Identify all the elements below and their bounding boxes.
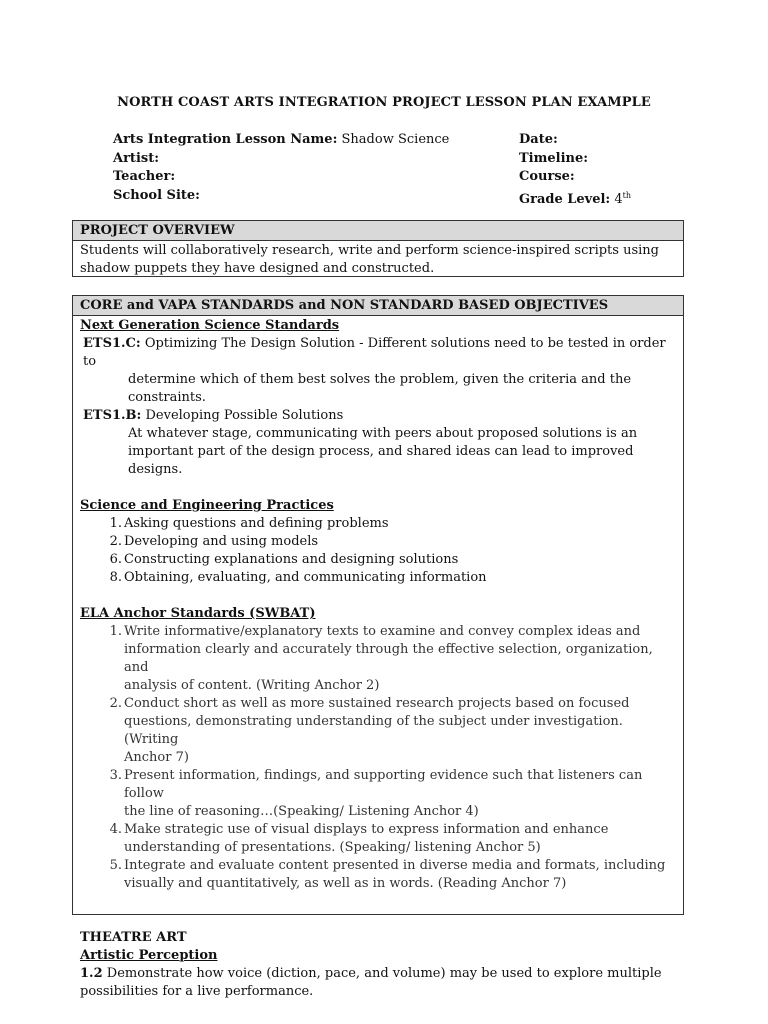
overview-line: Students will collaboratively research, write and perform science-inspired scripts using <box>80 243 659 258</box>
date-row <box>519 131 631 150</box>
theatre-standard-line <box>80 965 676 983</box>
school-site-label: School Site: <box>113 187 200 203</box>
list-item-line: questions, demonstrating understanding of the subject under investigation. (Writing <box>124 714 623 747</box>
list-item <box>80 767 676 821</box>
list-item-number: 4. <box>109 822 122 837</box>
list-item-line: Conduct short as well as more sustained research projects based on focused <box>124 696 630 711</box>
grade-level-row <box>519 187 631 210</box>
timeline-row <box>519 150 631 169</box>
theatre-standard-line-2: possibilities for a live performance. <box>80 984 314 999</box>
artist-label: Artist: <box>113 150 160 166</box>
list-item-text: Asking questions and defining problems <box>124 516 389 531</box>
ets1b-text: Developing Possible Solutions <box>145 408 344 423</box>
ela-title: ELA Anchor Standards (SWBAT) <box>80 606 316 621</box>
list-item <box>80 623 676 695</box>
sep-title: Science and Engineering Practices <box>80 498 334 513</box>
lesson-name-value: Shadow Science <box>341 132 450 147</box>
theatre-standard-text: Demonstrate how voice (diction, pace, and volume) may be used to explore multiple <box>106 966 662 981</box>
ela-list <box>80 623 676 893</box>
list-item-number: 1. <box>109 624 122 639</box>
ets1c-line <box>80 335 676 371</box>
list-item <box>80 695 676 767</box>
list-item-number: 2. <box>109 696 122 711</box>
list-item-line: Make strategic use of visual displays to express information and enhance <box>124 822 609 837</box>
list-item <box>80 821 676 857</box>
theatre-title: THEATRE ART <box>80 930 187 945</box>
list-item-line: Present information, findings, and supporting evidence such that listeners can follow <box>124 768 643 801</box>
list-item-line: visually and quantitatively, as well as in words. (Reading Anchor 7) <box>124 876 567 891</box>
grade-level-value: 4 <box>614 191 623 207</box>
list-item-text: Constructing explanations and designing solutions <box>124 552 459 567</box>
school-site-row <box>113 187 449 206</box>
list-item-number: 6. <box>109 552 122 567</box>
list-item <box>80 857 676 893</box>
ets1c-line-2: determine which of them best solves the problem, given the criteria and the <box>128 372 632 387</box>
ets1b-line-3: important part of the design process, and shared ideas can lead to improved designs. <box>128 444 634 477</box>
course-row <box>519 168 631 187</box>
ets1c-text: Optimizing The Design Solution - Different solutions need to be tested in order to <box>83 336 666 369</box>
theatre-standard-code: 1.2 <box>80 966 103 981</box>
list-item-line: information clearly and accurately through the effective selection, organization, and <box>124 642 653 675</box>
course-label: Course: <box>519 169 575 184</box>
theatre-subtitle: Artistic Perception <box>80 948 218 963</box>
timeline-label: Timeline: <box>519 150 589 166</box>
teacher-row <box>113 168 449 187</box>
standards-body <box>73 316 683 1003</box>
list-item-text: Obtaining, evaluating, and communicating information <box>124 570 487 585</box>
list-item <box>80 569 676 587</box>
page-title: NORTH COAST ARTS INTEGRATION PROJECT LESSON PLAN EXAMPLE <box>117 95 651 110</box>
list-item-line: Integrate and evaluate content presented in diverse media and formats, including <box>124 858 666 873</box>
list-item <box>80 551 676 569</box>
list-item <box>80 533 676 551</box>
list-item-number: 2. <box>109 534 122 549</box>
list-item-line: Anchor 7) <box>124 750 189 765</box>
project-overview-body <box>73 241 683 280</box>
ets1b-line <box>80 407 676 425</box>
standards-box <box>72 295 684 999</box>
grade-level-sup: th <box>622 190 632 200</box>
ets1b-line-2: At whatever stage, communicating with peers about proposed solutions is an <box>128 426 638 441</box>
list-item-number: 1. <box>109 516 122 531</box>
list-item-number: 3. <box>109 768 122 783</box>
lesson-name-row <box>113 131 449 150</box>
lesson-meta-right <box>519 131 631 209</box>
list-item-text: Developing and using models <box>124 534 319 549</box>
project-overview-heading: PROJECT OVERVIEW <box>73 221 683 241</box>
ets1b-code: ETS1.B: <box>83 408 142 423</box>
ngss-title: Next Generation Science Standards <box>80 318 340 333</box>
artist-row <box>113 150 449 169</box>
list-item-line: understanding of presentations. (Speaking/ listening Anchor 5) <box>124 840 541 855</box>
project-overview-box <box>72 220 684 277</box>
grade-level-label: Grade Level: <box>519 191 611 207</box>
overview-line: shadow puppets they have designed and constructed. <box>80 261 435 276</box>
date-label: Date: <box>519 132 558 147</box>
standards-heading: CORE and VAPA STANDARDS and NON STANDARD BASED OBJECTIVES <box>73 296 683 316</box>
teacher-label: Teacher: <box>113 169 176 184</box>
list-item-number: 5. <box>109 858 122 873</box>
sep-list <box>80 515 676 587</box>
list-item-line: Write informative/explanatory texts to examine and convey complex ideas and <box>124 624 641 639</box>
lesson-meta-left <box>113 131 449 205</box>
list-item-number: 8. <box>109 570 122 585</box>
list-item <box>80 515 676 533</box>
ets1c-line-3: constraints. <box>128 390 206 405</box>
list-item-line: analysis of content. (Writing Anchor 2) <box>124 678 380 693</box>
ets1c-code: ETS1.C: <box>83 336 141 351</box>
list-item-line: the line of reasoning…(Speaking/ Listening Anchor 4) <box>124 804 479 819</box>
lesson-name-label: Arts Integration Lesson Name: <box>113 132 338 147</box>
